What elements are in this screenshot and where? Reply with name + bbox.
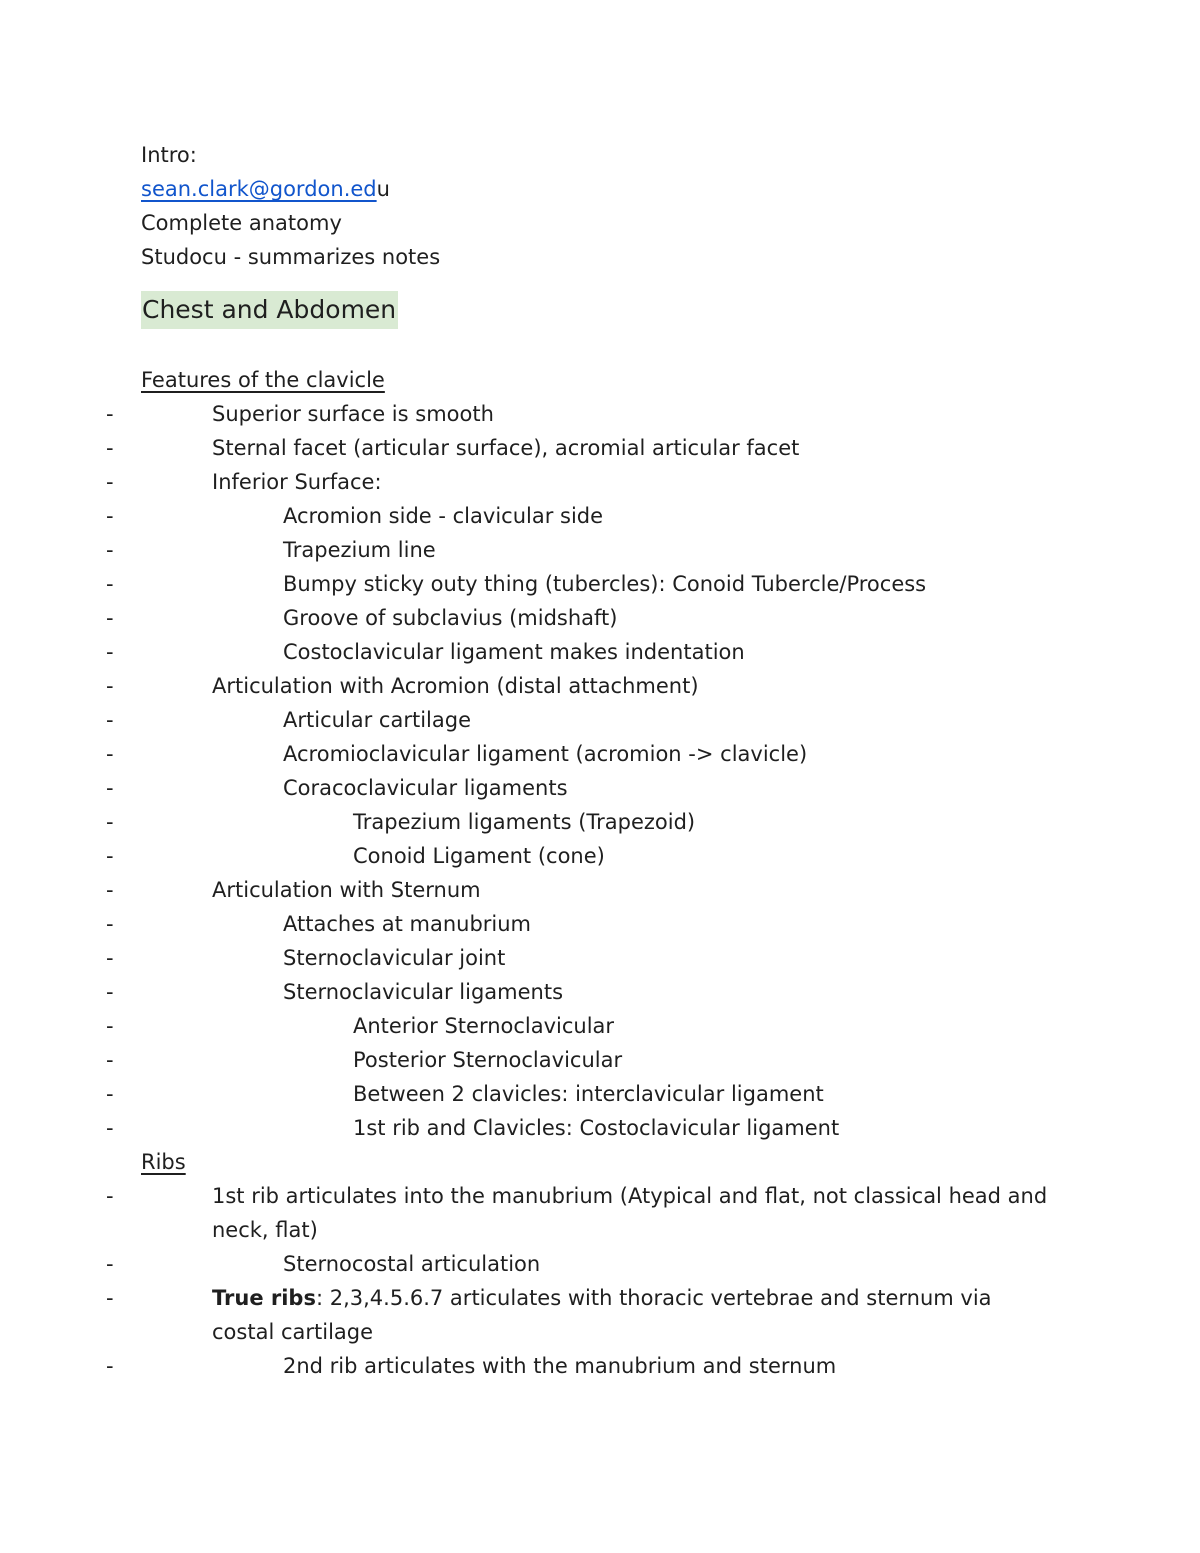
dash: -	[106, 708, 114, 732]
email-link[interactable]: sean.clark@gordon.ed	[141, 177, 377, 201]
list-item	[106, 771, 1071, 805]
dash: -	[106, 572, 114, 596]
dash: -	[106, 1286, 114, 1310]
list-item	[106, 669, 1071, 703]
dash: -	[106, 912, 114, 936]
list-item-text: Anterior Sternoclavicular	[353, 1014, 615, 1038]
true-ribs-label: True ribs	[212, 1286, 316, 1310]
list-item-text: Acromion side - clavicular side	[283, 504, 604, 528]
dash: -	[106, 1354, 114, 1378]
list-item-text: : 2,3,4.5.6.7 articulates with thoracic vertebrae and sternum via costal cartilage	[212, 1286, 992, 1344]
list-item	[106, 1077, 1071, 1111]
list-item-text: Trapezium ligaments (Trapezoid)	[353, 810, 696, 834]
list-item-text: Attaches at manubrium	[283, 912, 532, 936]
email-line	[141, 172, 1071, 206]
list-item-text: 1st rib articulates into the manubrium (Atypical and flat, not classical head and neck, flat)	[212, 1184, 1048, 1242]
list-item	[106, 1349, 1071, 1383]
list-item	[106, 873, 1071, 907]
intro-label: Intro:	[141, 143, 197, 167]
list-item-text: Articulation with Sternum	[212, 878, 481, 902]
list-item	[106, 737, 1071, 771]
clavicle-list	[106, 397, 1071, 1145]
list-item-text: Sternoclavicular joint	[283, 946, 506, 970]
dash: -	[106, 436, 114, 460]
list-item	[106, 1009, 1071, 1043]
intro-line-2: Complete anatomy	[141, 211, 342, 235]
list-item	[106, 941, 1071, 975]
document-content	[106, 138, 1071, 1383]
ribs-section-title: Ribs	[141, 1150, 186, 1174]
list-item	[106, 1247, 1071, 1281]
list-item-text: 2nd rib articulates with the manubrium and sternum	[283, 1354, 837, 1378]
page-heading: Chest and Abdomen	[141, 291, 398, 329]
list-item-text: Articular cartilage	[283, 708, 472, 732]
dash: -	[106, 470, 114, 494]
list-item	[106, 975, 1071, 1009]
list-item-text: Sternocostal articulation	[283, 1252, 541, 1276]
list-item	[106, 397, 1071, 431]
list-item	[106, 567, 1071, 601]
ribs-list	[106, 1179, 1071, 1383]
list-item-text: Conoid Ligament (cone)	[353, 844, 605, 868]
heading-wrap	[141, 291, 1071, 363]
dash: -	[106, 606, 114, 630]
dash: -	[106, 538, 114, 562]
list-item	[106, 533, 1071, 567]
list-item-text: Posterior Sternoclavicular	[353, 1048, 623, 1072]
list-item	[106, 907, 1071, 941]
list-item	[106, 465, 1071, 499]
list-item	[106, 1179, 1052, 1247]
dash: -	[106, 1048, 114, 1072]
dash: -	[106, 1252, 114, 1276]
list-item-text: Sternoclavicular ligaments	[283, 980, 564, 1004]
list-item-text: 1st rib and Clavicles: Costoclavicular ligament	[353, 1116, 840, 1140]
list-item-text: Inferior Surface:	[212, 470, 382, 494]
dash: -	[106, 980, 114, 1004]
list-item	[106, 839, 1071, 873]
dash: -	[106, 878, 114, 902]
dash: -	[106, 640, 114, 664]
list-item	[106, 601, 1071, 635]
list-item-text: Superior surface is smooth	[212, 402, 494, 426]
clavicle-section-title: Features of the clavicle	[141, 368, 385, 392]
list-item	[106, 703, 1071, 737]
list-item-text: Costoclavicular ligament makes indentation	[283, 640, 745, 664]
list-item-text: Coracoclavicular ligaments	[283, 776, 568, 800]
list-item-text: Groove of subclavius (midshaft)	[283, 606, 618, 630]
dash: -	[106, 946, 114, 970]
intro-line-3: Studocu - summarizes notes	[141, 245, 441, 269]
dash: -	[106, 1184, 114, 1208]
dash: -	[106, 1014, 114, 1038]
list-item-text: Between 2 clavicles: interclavicular ligament	[353, 1082, 824, 1106]
list-item	[106, 805, 1071, 839]
dash: -	[106, 1116, 114, 1140]
list-item	[106, 635, 1071, 669]
list-item	[106, 431, 1071, 465]
list-item-text: Acromioclavicular ligament (acromion -> clavicle)	[283, 742, 808, 766]
dash: -	[106, 1082, 114, 1106]
dash: -	[106, 504, 114, 528]
list-item	[106, 499, 1071, 533]
dash: -	[106, 776, 114, 800]
email-tail: u	[376, 177, 390, 201]
dash: -	[106, 674, 114, 698]
list-item-text: Sternal facet (articular surface), acromial articular facet	[212, 436, 800, 460]
list-item	[106, 1111, 1071, 1145]
list-item	[106, 1043, 1071, 1077]
list-item-text: Bumpy sticky outy thing (tubercles): Conoid Tubercle/Process	[283, 572, 927, 596]
dash: -	[106, 402, 114, 426]
list-item-text: Trapezium line	[283, 538, 436, 562]
list-item	[106, 1281, 1052, 1349]
dash: -	[106, 742, 114, 766]
list-item-text: Articulation with Acromion (distal attachment)	[212, 674, 699, 698]
dash: -	[106, 810, 114, 834]
dash: -	[106, 844, 114, 868]
